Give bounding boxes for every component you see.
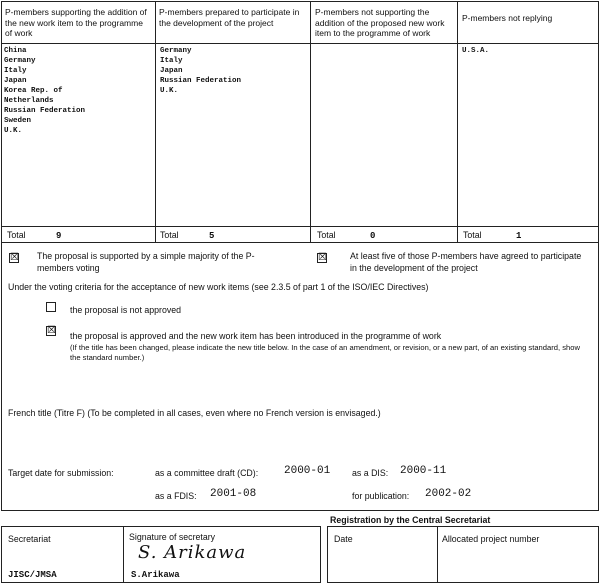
list-item: Italy: [4, 67, 27, 75]
col1-total: [7, 230, 61, 241]
not-approved-checkbox[interactable]: [46, 302, 56, 312]
majority-checkbox[interactable]: ☒: [10, 252, 19, 263]
publication-value: 2002-02: [425, 488, 472, 500]
col-divider-2: [310, 1, 311, 242]
voting-criteria-text: Under the voting criteria for the acceptance of new work items (see 2.3.5 of part 1 of the ISO/IEC Directives): [8, 282, 429, 292]
approved-note: (If the title has been changed, please indicate the new title below. In the case of an amendment, or revision, or a new part, of an existing standard, show the standard number.): [70, 343, 580, 362]
list-item: Russian Federation: [4, 107, 86, 115]
total-value: 0: [370, 231, 376, 241]
approved-checkbox[interactable]: ☒: [47, 325, 56, 336]
col2-total: [160, 230, 214, 241]
participate-text: At least five of those P-members have agreed to participate in the development of the project: [350, 251, 582, 273]
list-item: Germany: [4, 57, 36, 65]
list-item: Korea Rep. of: [4, 87, 63, 95]
signature-printed: S.Arikawa: [131, 570, 180, 580]
secretariat-label: Secretariat: [8, 534, 51, 544]
list-item: Sweden: [4, 117, 32, 125]
list-item: China: [4, 47, 27, 55]
dis-value: 2000-11: [400, 465, 447, 477]
col-divider-1: [155, 1, 156, 242]
col1-header: P-members supporting the addition of the new work item to the programme of work: [5, 7, 147, 38]
col3-total: [317, 230, 375, 241]
col1-member-list: [4, 46, 152, 136]
list-item: Japan: [4, 77, 27, 85]
fdis-label: as a FDIS:: [155, 491, 197, 501]
col4-total: [463, 230, 521, 241]
list-item: Italy: [160, 57, 183, 65]
col2-member-list: [160, 46, 306, 96]
target-date-label: Target date for submission:: [8, 468, 114, 478]
col3-header: P-members not supporting the addition of the proposed new work item to the programme of work: [315, 7, 445, 38]
col-divider-3: [457, 1, 458, 242]
total-label: Total: [317, 230, 336, 240]
totals-top-divider: [1, 226, 599, 227]
secretariat-value: JISC/JMSA: [8, 570, 57, 580]
list-item: Germany: [160, 47, 192, 55]
list-item: U.K.: [4, 127, 23, 135]
secretariat-divider: [123, 526, 124, 583]
list-item: U.K.: [160, 87, 179, 95]
total-value: 9: [56, 231, 62, 241]
registration-title: Registration by the Central Secretariat: [330, 515, 491, 525]
french-title-text: French title (Titre F) (To be completed in all cases, even where no French version is envisaged.): [8, 408, 381, 418]
publication-label: for publication:: [352, 491, 410, 501]
participate-checkbox[interactable]: ☒: [318, 252, 327, 263]
dis-label: as a DIS:: [352, 468, 389, 478]
list-item: Russian Federation: [160, 77, 242, 85]
col4-header: P-members not replying: [462, 13, 553, 23]
registration-divider: [437, 526, 438, 583]
approved-text: the proposal is approved and the new work item has been introduced in the programme of work: [70, 331, 442, 341]
fdis-value: 2001-08: [210, 488, 257, 500]
col4-member-list: [462, 46, 596, 56]
total-value: 1: [516, 231, 522, 241]
majority-text: The proposal is supported by a simple majority of the P-members voting: [37, 251, 255, 273]
cd-label: as a committee draft (CD):: [155, 468, 259, 478]
date-label: Date: [334, 534, 353, 544]
list-item: U.S.A.: [462, 47, 490, 55]
totals-bottom-divider: [1, 242, 599, 243]
total-label: Total: [160, 230, 179, 240]
list-item: Japan: [160, 67, 183, 75]
total-label: Total: [7, 230, 26, 240]
col2-header: P-members prepared to participate in the development of the project: [159, 7, 300, 28]
total-label: Total: [463, 230, 482, 240]
cd-value: 2000-01: [284, 465, 331, 477]
signature-image: S. Arikawa: [138, 542, 247, 563]
header-divider: [1, 43, 599, 44]
not-approved-text: the proposal is not approved: [70, 305, 182, 315]
project-number-label: Allocated project number: [442, 534, 540, 544]
list-item: Netherlands: [4, 97, 54, 105]
signature-label: Signature of secretary: [129, 532, 216, 542]
total-value: 5: [209, 231, 215, 241]
